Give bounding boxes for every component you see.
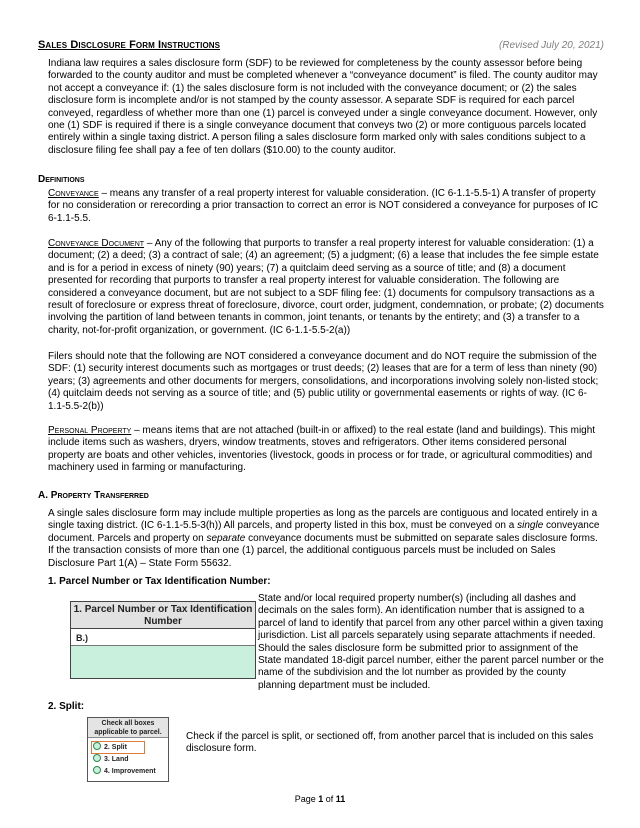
total-page-count: 11 xyxy=(335,794,346,804)
option-land xyxy=(93,754,129,764)
option-improvement xyxy=(93,766,156,776)
parcel-number-form-illustration xyxy=(70,601,256,679)
filers-note-paragraph: Filers should note that the following are NOT considered a conveyance document and do NOT require the submission of the SDF: (1) security interest documents such as mortgages or trust deeds; (2) leases that are for a term of less than ninety (90) years; (3) agreements and other documents for mergers, consolidations, and incorporations involving solely non-listed stock; (4) quitclaim deeds not serving as a source of title; and (5) public utility or governmental easements or rights of way. (IC 6-1.1-5.5-2(b)) xyxy=(48,351,599,412)
checkbox-icon xyxy=(93,754,101,762)
section-a-emphasis-separate: separate xyxy=(206,532,246,544)
definitions-heading: Definitions xyxy=(38,174,85,185)
section-a-paragraph xyxy=(48,508,604,570)
item2-heading: 2. Split: xyxy=(48,701,85,712)
section-a-text-1: A single sales disclosure form may include multiple properties as long as the parcels are contiguous and located entirely in a single taxing district. (IC 6-1.1-5.5-3(h)) All parcels, and property listed in this box, must be conveyed on a xyxy=(48,508,598,532)
option-land-label: 3. Land xyxy=(104,756,129,763)
intro-paragraph: Indiana law requires a sales disclosure form (SDF) to be reviewed for completeness by the county assessor before being forwarded to the county auditor and must be completed whenever a “conveyance document” is filed. The county auditor may not accept a conveyance if: (1) the sales disclosure form is not included with the conveyance document; or (2) the sales disclosure form is incomplete and/or is not stamped by the county assessor. A separate SDF is required for each parcel conveyed, regardless of whether more than one (1) parcel is conveyed under a single conveyance document. However, only one (1) SDF is required if there is a single conveyance document that conveys two (2) or more contiguous parcels located entirely within a single taxing district. A person filing a sales disclosure form marked only with sales conditions subject to a disclosure filing fee shall pay a fee of ten dollars ($10.00) to the county auditor. xyxy=(48,58,598,156)
option-split-label: 2. Split xyxy=(104,744,127,751)
term-personal-property: Personal Property xyxy=(48,425,132,436)
definition-conveyance-document xyxy=(48,238,604,337)
option-improvement-label: 4. Improvement xyxy=(104,768,156,775)
parcel-box-field xyxy=(71,646,255,678)
parcel-box-title: 1. Parcel Number or Tax Identification Number xyxy=(71,602,255,629)
parcel-box-label: B.) xyxy=(76,633,88,643)
page-header xyxy=(38,39,604,55)
split-checkbox-illustration xyxy=(87,717,169,782)
checkbox-icon xyxy=(93,766,101,774)
section-a-text-2: conveyance document. Parcels and property on xyxy=(48,520,600,544)
term-conveyance-document: Conveyance Document xyxy=(48,238,145,249)
current-page-number: 1 xyxy=(318,794,324,804)
item2-description: Check if the parcel is split, or sectioned off, from another parcel that is included on this sales disclosure form. xyxy=(186,731,594,755)
option-split xyxy=(93,742,127,752)
revision-date: (Revised July 20, 2021) xyxy=(498,40,604,51)
definition-personal-property xyxy=(48,425,604,475)
definition-personal-property-text: – means items that are not attached (built-in or affixed) to the real estate (land and buildings). This might include items such as washers, dryers, window treatments, stoves and refrigerators. Other items considered personal property are boats and other vehicles, inventories (livestock, goods in process or for trade, or agricultural commodities) and machinery used in farming or manufacturing. xyxy=(48,425,596,474)
section-a-text-3: conveyance documents must be submitted on separate sales disclosure forms. If the transaction consists of more than one (1) parcel, the additional contiguous parcels must be included on Sales Disclosure Part 1(A) – State Form 55632. xyxy=(48,532,598,569)
definition-conveyance-document-text: – Any of the following that purports to transfer a real property interest for valuable consideration: (1) a document; (2) a deed; (3) a contract of sale; (4) an agreement; (5) a judgment; (6) a lease that includes the fee simple estate and is for a period in excess of ninety (90) years; (7) a quitclaim deed serving as a source of title; and (8) a document presented for recording that purports to transfer a real property interest for valuable consideration. The following are considered a conveyance document, but are not subject to a SDF filing fee: (1) documents for compulsory transactions as a result of foreclosure or express threat of foreclosure, divorce, court order, judgment, condemnation, or probate; (2) documents involving the partition of land between tenants in common, joint tenants, or tenants by the entirety; and (3) a transfer to a charity, not-for-profit organization, or government. (IC 6-1.1-5.5-2(a)) xyxy=(48,238,604,336)
definition-conveyance xyxy=(48,188,604,225)
footer-prefix: Page xyxy=(294,794,319,804)
term-conveyance: Conveyance xyxy=(48,188,99,199)
checkbox-box-title: Check all boxes applicable to parcel. xyxy=(88,718,168,738)
item1-heading: 1. Parcel Number or Tax Identification Number: xyxy=(48,576,271,587)
page-title: Sales Disclosure Form Instructions xyxy=(38,39,221,51)
definition-conveyance-text: – means any transfer of a real property interest for valuable consideration. (IC 6-1.1-5.5-1) A transfer of property for no consideration or rerecording a prior transaction to correct an error is NOT considered a conveyance for purposes of IC 6-1.1-5.5. xyxy=(48,188,599,224)
section-a-heading: A. Property Transferred xyxy=(38,490,149,501)
footer-middle: of xyxy=(323,794,336,804)
section-a-emphasis-single: single xyxy=(517,520,544,532)
checkbox-icon xyxy=(93,742,101,750)
item1-description: State and/or local required property number(s) (including all dashes and decimals on the sales form). An identification number that is assigned to a parcel of land to identify that parcel from any other parcel within a given taxing jurisdiction. List all parcels separately using separate attachments if needed. Should the sales disclosure form be submitted prior to assignment of the State mandated 18-digit parcel number, either the parent parcel number or the name of the subdivision and the lot number as provided by the county planning department must be included. xyxy=(258,593,604,691)
page-footer xyxy=(0,794,640,804)
